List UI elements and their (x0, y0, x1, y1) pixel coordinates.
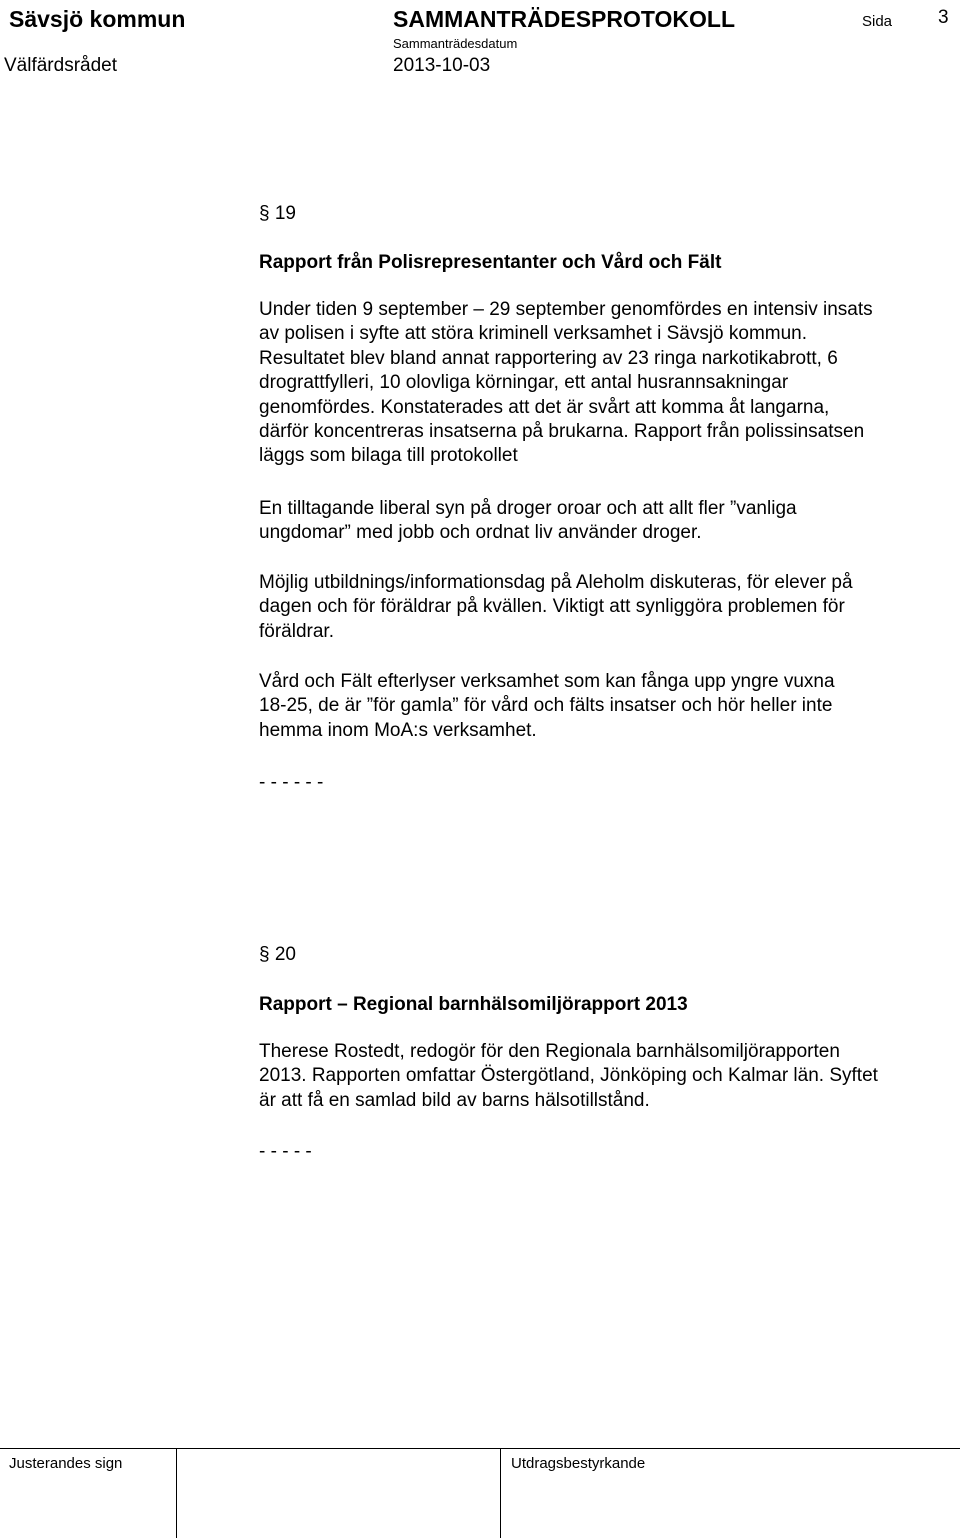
text-line: Therese Rostedt, redogör för den Regionala barnhälsomiljörapporten (259, 1041, 840, 1062)
page-number: 3 (938, 7, 949, 28)
paragraph (259, 298, 959, 469)
committee-name: Välfärdsrådet (4, 55, 118, 76)
paragraph (259, 670, 959, 743)
text-line: Under tiden 9 september – 29 september genomfördes en intensiv insats (259, 299, 873, 320)
date-label: Sammanträdesdatum (393, 36, 518, 51)
text-line: av polisen i syfte att störa kriminell verksamhet i Sävsjö kommun. (259, 323, 808, 345)
text-line: ungdomar” med jobb och ordnat liv använder droger. (259, 522, 702, 544)
text-line: dagen och för föräldrar på kvällen. Viktigt att synliggöra problemen för (259, 596, 845, 618)
paragraph (259, 1040, 959, 1113)
document-type: SAMMANTRÄDESPROTOKOLL (393, 6, 736, 32)
text-line: är att få en samlad bild av barns hälsotillstånd. (259, 1089, 650, 1111)
text-line: Vård och Fält efterlyser verksamhet som kan fånga upp yngre vuxna (259, 671, 835, 692)
paragraph (259, 571, 959, 644)
justering-sign-label: Justerandes sign (9, 1455, 123, 1472)
footer-column-divider (176, 1449, 177, 1538)
text-line: Möjlig utbildnings/informationsdag på Aleholm diskuteras, för elever på (259, 572, 853, 593)
section-separator: - - - - - - (259, 772, 324, 793)
text-line: läggs som bilaga till protokollet (259, 445, 518, 467)
section-title: Rapport från Polisrepresentanter och Vård och Fält (259, 252, 722, 273)
section-number: § 20 (259, 944, 296, 965)
section-separator: - - - - - (259, 1141, 312, 1162)
text-line: 18-25, de är ”för gamla” för vård och fälts insatser och hör heller inte (259, 695, 833, 717)
text-line: drograttfylleri, 10 olovliga körningar, ett antal husrannsakningar (259, 372, 789, 394)
meeting-date: 2013-10-03 (393, 55, 491, 76)
text-line: Resultatet blev bland annat rapportering av 23 ringa narkotikabrott, 6 (259, 347, 838, 369)
text-line: föräldrar. (259, 620, 334, 642)
footer-divider (0, 1448, 960, 1449)
page-label: Sida (862, 13, 893, 30)
text-line: genomfördes. Konstaterades att det är svårt att komma åt langarna, (259, 396, 830, 418)
text-line: En tilltagande liberal syn på droger oroar och att allt fler ”vanliga (259, 498, 797, 519)
section-number: § 19 (259, 203, 296, 224)
text-line: därför koncentreras insatserna på brukarna. Rapport från polissinsatsen (259, 421, 865, 443)
text-line: 2013. Rapporten omfattar Östergötland, Jönköping och Kalmar län. Syftet (259, 1065, 878, 1087)
municipality-name: Sävsjö kommun (9, 6, 186, 32)
footer-column-divider (500, 1449, 501, 1538)
section-title: Rapport – Regional barnhälsomiljörapport 2013 (259, 994, 688, 1015)
paragraph (259, 497, 959, 546)
text-line: hemma inom MoA:s verksamhet. (259, 719, 537, 741)
utdragsbestyrkande-label: Utdragsbestyrkande (511, 1455, 646, 1472)
